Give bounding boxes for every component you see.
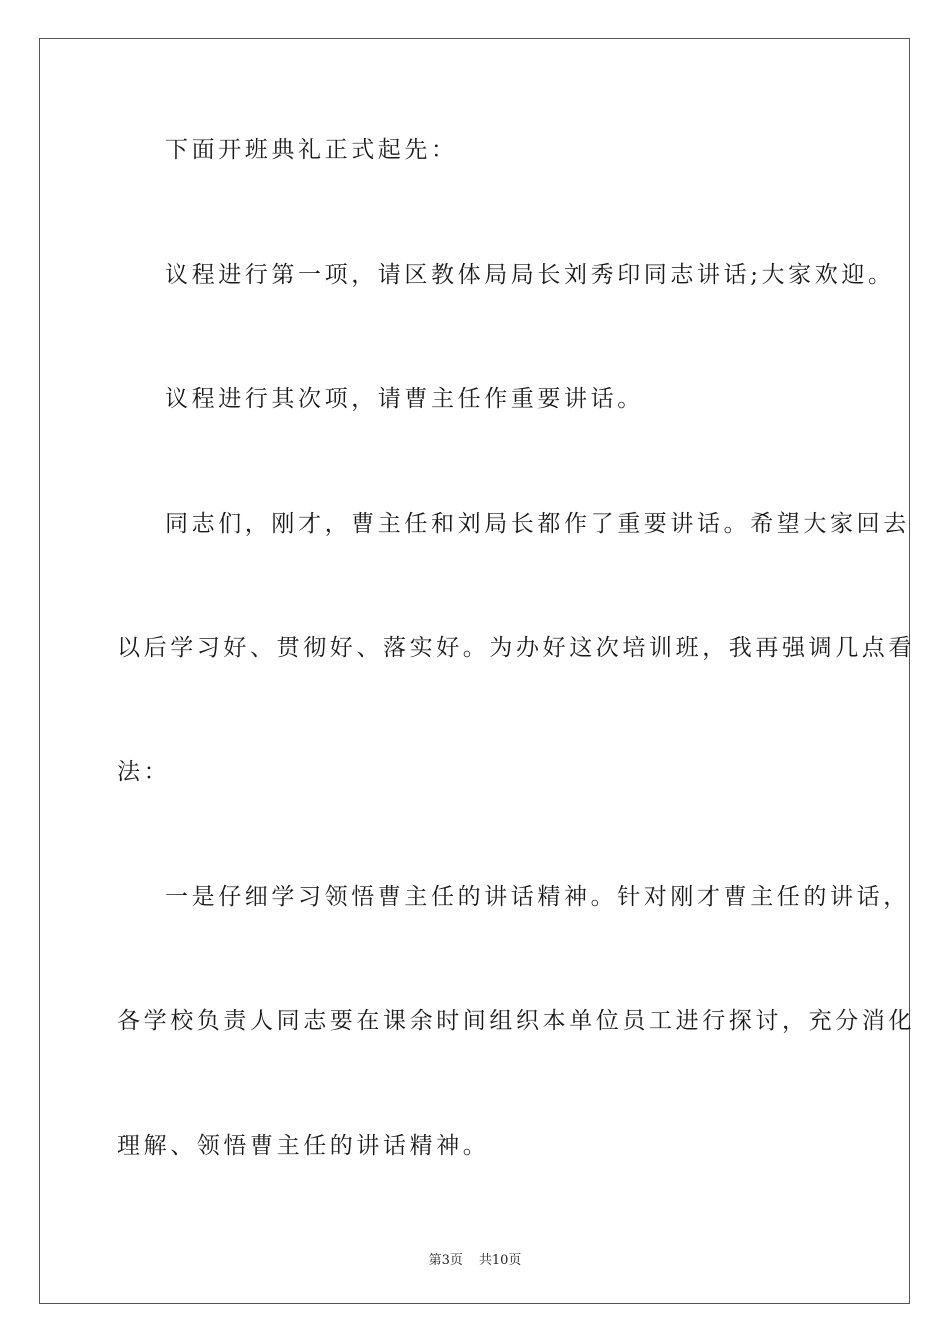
paragraph-line: 下面开班典礼正式起先： — [165, 137, 458, 163]
paragraph-line: 议程进行第一项，请区教体局局长刘秀印同志讲话;大家欢迎。 — [165, 262, 895, 288]
page-border — [39, 38, 910, 1304]
paragraph-line: 一是仔细学习领悟曹主任的讲话精神。针对刚才曹主任的讲话， — [165, 884, 910, 910]
paragraph-line: 各学校负责人同志要在课余时间组织本单位员工进行探讨，充分消化 — [117, 1008, 915, 1034]
paragraph-line: 以后学习好、贯彻好、落实好。为办好这次培训班，我再强调几点看 — [117, 635, 915, 661]
page-number: 第3页 — [428, 1253, 463, 1268]
paragraph-line: 理解、领悟曹主任的讲话精神。 — [117, 1133, 490, 1159]
page-footer — [0, 1249, 950, 1268]
page-total: 共10页 — [478, 1253, 522, 1268]
paragraph-line: 议程进行其次项，请曹主任作重要讲话。 — [165, 386, 644, 412]
paragraph-line: 法： — [117, 759, 171, 785]
paragraph-line: 同志们，刚才，曹主任和刘局长都作了重要讲话。希望大家回去 — [165, 511, 910, 537]
